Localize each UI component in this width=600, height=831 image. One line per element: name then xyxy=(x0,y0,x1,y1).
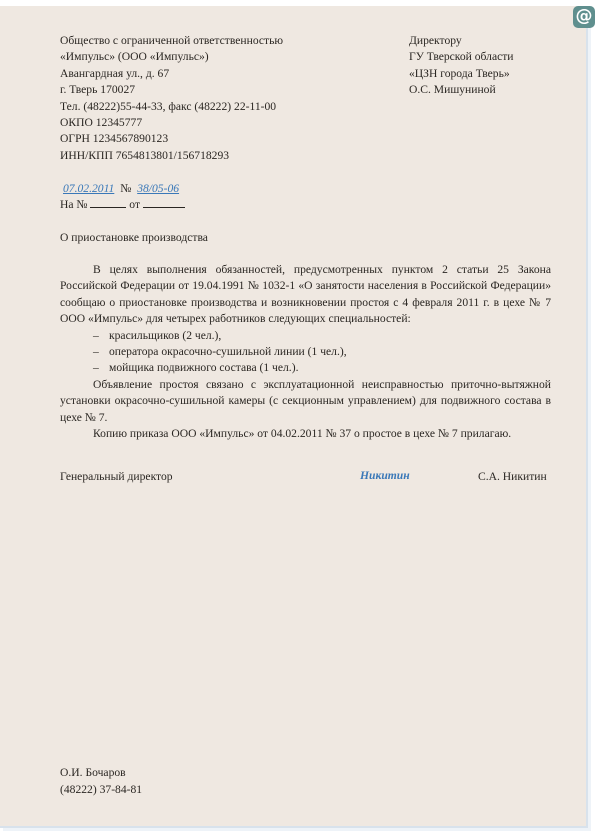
specialties-list xyxy=(60,328,551,377)
outgoing-number: 38/05-06 xyxy=(137,182,180,195)
sender-line: Авангардная ул., д. 67 xyxy=(60,66,170,80)
list-item: – оператора окрасочно-сушильной линии (1 чел.), xyxy=(60,344,551,360)
recipient-line: ГУ Тверской области xyxy=(409,50,514,64)
executor-name: О.И. Бочаров xyxy=(60,766,126,779)
signatory-name: С.А. Никитин xyxy=(478,470,547,483)
sender-line: ОКПО 12345777 xyxy=(60,116,143,130)
reply-to-label: На № xyxy=(60,198,88,211)
subject: О приостановке производства xyxy=(60,231,208,244)
sender-line: г. Тверь 170027 xyxy=(60,83,136,97)
outgoing-date: 07.02.2011 xyxy=(63,182,115,195)
number-sign: № xyxy=(120,182,132,195)
from-label: от xyxy=(129,198,141,211)
reply-number-blank xyxy=(90,197,126,208)
recipient-line: О.С. Мишуниной xyxy=(409,83,496,97)
sender-line: Общество с ограниченной ответственностью xyxy=(60,34,284,47)
body-paragraph: В целях выполнения обязанностей, предусмотренных пунктом 2 статьи 25 Закона Российской Федерации от 19.04.1991 № 1032-1 «О занятости населения в Российской Федерации» сообщаю о приостановке производства и возникновении простоя с 4 февраля 2011 г. в цехе № 7 ООО «Импульс» для четырех работников следующих специальностей: xyxy=(60,263,551,326)
recipient-block xyxy=(409,33,514,99)
recipient-line: Директору xyxy=(409,34,462,47)
sender-line: «Импульс» (ООО «Импульс») xyxy=(60,50,209,64)
recipient-line: «ЦЗН города Тверь» xyxy=(409,66,510,80)
outgoing-reference xyxy=(60,181,182,197)
sender-line: ОГРН 1234567890123 xyxy=(60,132,169,146)
list-item: – красильщиков (2 чел.), xyxy=(60,328,551,344)
reply-date-blank xyxy=(143,197,185,208)
body-paragraph: Объявление простоя связано с эксплуатационной неисправностью приточно-вытяжной установки окрасочно-сушильной камеры (с секционным управлением) для подвижного состава в цехе № 7. xyxy=(60,377,551,424)
incoming-reference xyxy=(60,197,185,213)
letter-body xyxy=(60,262,551,442)
handwritten-signature: Никитин xyxy=(360,469,410,482)
executor-phone: (48222) 37-84-81 xyxy=(60,783,143,796)
signature-position: Генеральный директор xyxy=(60,470,173,483)
site-logo-icon[interactable]: @ xyxy=(573,6,595,28)
sender-block xyxy=(60,33,283,164)
list-item: – мойщика подвижного состава (1 чел.). xyxy=(60,360,551,376)
body-paragraph: Копию приказа ООО «Импульс» от 04.02.2011 № 37 о простое в цехе № 7 прилагаю. xyxy=(93,427,512,441)
sender-line: ИНН/КПП 7654813801/156718293 xyxy=(60,148,230,162)
sender-line: Тел. (48222)55-44-33, факс (48222) 22-11-00 xyxy=(60,99,277,113)
